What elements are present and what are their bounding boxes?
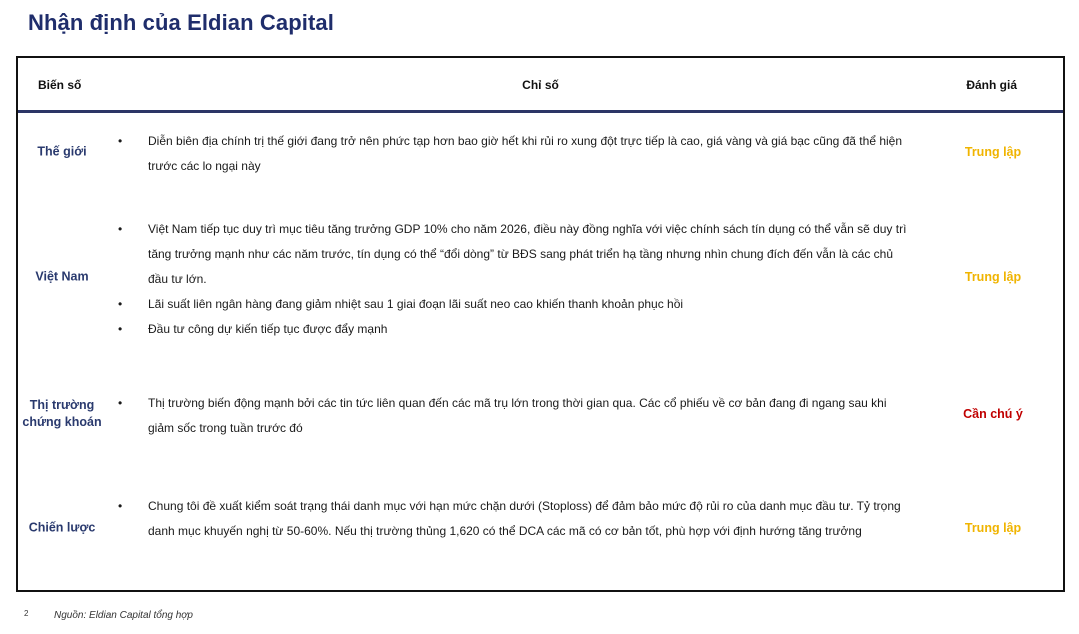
bullet-item: [118, 317, 908, 342]
row-content: [118, 217, 908, 342]
bullet-item: [118, 129, 908, 179]
row-evaluation: Cần chú ý: [963, 407, 1023, 421]
bullet-icon: •: [118, 322, 123, 336]
row-content: [118, 391, 908, 441]
row-label: Thế giới: [37, 144, 87, 159]
bullet-text: Diễn biên địa chính trị thế giới đang trở nên phức tạp hơn bao giờ hết khi rủi ro xung đột trực tiếp là cao, giá vàng và giá bạc cũng đã thể hiện trước các lo ngại này: [148, 134, 903, 173]
header-evaluation: Đánh giá: [966, 78, 1017, 92]
page-number: 2: [24, 609, 29, 618]
bullet-item: [118, 217, 908, 292]
row-evaluation: Trung lập: [964, 270, 1022, 284]
bullet-item: [118, 494, 908, 544]
assessment-table: [16, 56, 1065, 592]
header-indicator: Chỉ số: [522, 78, 559, 92]
bullet-item: [118, 292, 908, 317]
row-evaluation: Trung lập: [964, 521, 1022, 535]
bullet-icon: •: [118, 134, 123, 148]
header-variable: Biến số: [38, 78, 82, 92]
row-content: [118, 129, 908, 179]
bullet-text: Chung tôi đề xuất kiểm soát trạng thái danh mục với hạn mức chặn dưới (Stoploss) để đảm bảo mức độ rủi ro của danh mục đầu tư. Tỷ trọng danh mục khuyến nghị từ 50-60%. Nếu thị trường thủng 1,620 có thể DCA các mã có cơ bản tốt, phù hợp với định hướng tăng trưởng: [148, 499, 901, 538]
bullet-icon: •: [118, 499, 123, 513]
table-header: [18, 58, 1063, 113]
row-evaluation: Trung lập: [964, 145, 1022, 159]
bullet-text: Lãi suất liên ngân hàng đang giảm nhiệt sau 1 giai đoạn lãi suất neo cao khiến thanh khoản phục hồi: [148, 297, 684, 311]
row-label: Thị trường chứng khoán: [22, 398, 102, 429]
bullet-icon: •: [118, 297, 123, 311]
row-content: [118, 494, 908, 544]
bullet-icon: •: [118, 222, 123, 236]
bullet-icon: •: [118, 396, 123, 410]
row-label: Việt Nam: [35, 269, 89, 284]
bullet-text: Đầu tư công dự kiến tiếp tục được đẩy mạnh: [148, 322, 388, 336]
bullet-item: [118, 391, 908, 441]
bullet-text: Việt Nam tiếp tục duy trì mục tiêu tăng trưởng GDP 10% cho năm 2026, điều này đồng nghĩa với việc chính sách tín dụng có thể vẫn sẽ duy trì tăng trưởng mạnh như các năm trước, tín dụng có thể “đổi dòng” từ BĐS sang phát triển hạ tầng nhưng nhìn chung đích đến vẫn là các chủ đầu tư lớn.: [148, 222, 907, 286]
row-label: Chiến lược: [28, 520, 96, 535]
bullet-text: Thị trường biến động mạnh bởi các tin tức liên quan đến các mã trụ lớn trong thời gian qua. Các cổ phiếu về cơ bản đang đi ngang sau khi giảm sốc trong tuần trước đó: [148, 396, 887, 435]
source-note: Nguồn: Eldian Capital tổng hợp: [54, 610, 193, 621]
page-title: Nhận định của Eldian Capital: [28, 10, 334, 35]
